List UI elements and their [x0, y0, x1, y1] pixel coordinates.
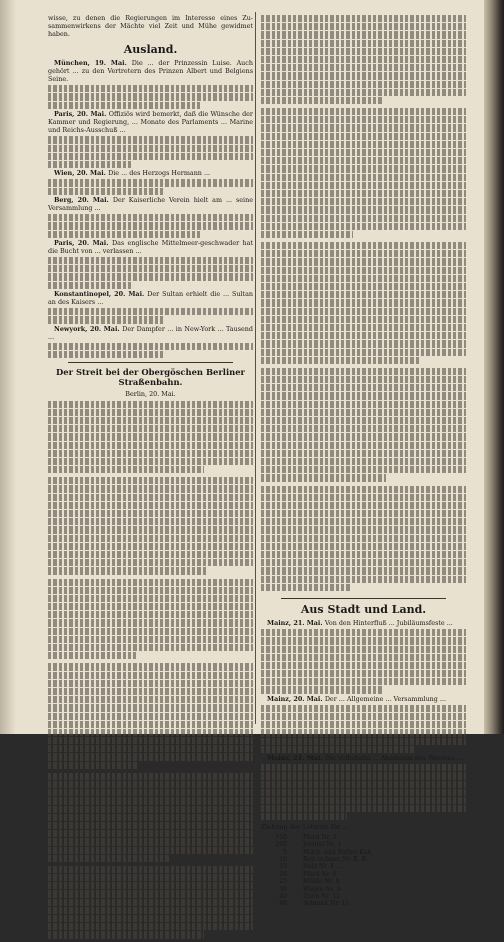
text-line	[261, 567, 466, 574]
lottery-amount: 15	[279, 863, 287, 871]
text-line	[48, 282, 132, 289]
text-line	[261, 141, 466, 148]
text-line	[48, 214, 253, 221]
text-line	[261, 324, 466, 331]
text-line	[48, 409, 253, 416]
text-line	[48, 153, 253, 160]
text-line	[261, 797, 466, 804]
text-line	[48, 502, 253, 509]
text-line	[48, 830, 253, 837]
text-line	[261, 376, 466, 383]
text-line	[48, 652, 136, 659]
text-line	[48, 704, 253, 711]
text-line	[48, 343, 253, 350]
text-line	[48, 663, 253, 670]
binding-gutter	[484, 0, 504, 734]
text-line	[261, 223, 466, 230]
text-line	[48, 890, 253, 897]
text-line	[48, 188, 165, 195]
lottery-amount: 60	[279, 900, 287, 908]
text-line	[48, 433, 253, 440]
entry-dateline: Berg, 20. Mai.	[54, 195, 113, 204]
text-line	[48, 721, 253, 728]
text-line	[48, 672, 253, 679]
text-line	[261, 401, 466, 408]
text-line	[48, 161, 132, 168]
entry-text: Offiziös wird bemerkt, daß die Wünsche der Kammer und Regierung, ... Monate des Parlaments ... Marine und Reichs-Ausschuß ...	[48, 109, 253, 135]
text-line	[261, 713, 466, 720]
text-line	[261, 721, 466, 728]
section-divider	[281, 598, 446, 599]
entry-dateline: Mainz, 21. Mai.	[267, 618, 325, 627]
lottery-prize: Pferd Nr. 5	[303, 833, 337, 841]
text-line	[48, 587, 253, 594]
text-line	[261, 805, 466, 812]
lottery-separator	[289, 900, 301, 907]
text-line	[48, 222, 253, 229]
text-line	[261, 291, 466, 298]
text-line	[261, 662, 466, 669]
text-line	[48, 510, 253, 517]
news-entry	[48, 239, 253, 255]
text-line	[48, 729, 253, 736]
lottery-row	[261, 900, 466, 907]
text-line	[261, 31, 466, 38]
text-line	[48, 628, 253, 635]
news-entry	[261, 695, 466, 703]
text-line	[48, 93, 253, 100]
text-line	[48, 644, 253, 651]
text-line	[261, 384, 466, 391]
text-line	[261, 198, 466, 205]
text-line	[48, 931, 204, 938]
lottery-row	[261, 886, 466, 893]
text-line	[48, 136, 253, 143]
text-line	[261, 772, 466, 779]
text-line	[261, 267, 466, 274]
left-column	[48, 14, 253, 722]
text-line	[261, 705, 466, 712]
text-line	[261, 48, 466, 55]
text-line	[261, 781, 466, 788]
lottery-amount: 25	[279, 878, 287, 886]
entry-dateline: Newyork, 20. Mai.	[54, 324, 123, 333]
text-line	[48, 257, 253, 264]
text-line	[48, 680, 253, 687]
text-line	[261, 654, 466, 661]
entry-text: Das englische Mittelmeer-geschwader hat die Bucht von ... verlassen ...	[48, 238, 253, 255]
text-line	[261, 442, 466, 449]
text-line	[48, 907, 253, 914]
text-line	[261, 576, 466, 583]
text-line	[48, 458, 253, 465]
text-line	[48, 466, 204, 473]
text-line	[48, 231, 200, 238]
text-line	[48, 688, 253, 695]
text-line	[261, 450, 466, 457]
section-title-stadt-land: Aus Stadt und Land.	[300, 602, 427, 616]
text-line	[48, 753, 253, 760]
news-entry	[48, 59, 253, 84]
lottery-row	[261, 841, 466, 848]
entry-text: Die ... der Prinzessin Luise. Auch gehört ... zu den Vertretern des Prinzen Albert und Belgiens Seine.	[48, 58, 253, 84]
text-line	[48, 847, 253, 854]
text-line	[48, 814, 253, 821]
text-line	[48, 745, 253, 752]
right-column	[261, 14, 466, 908]
lottery-prize: Reit Ochsen Nr. K. R.	[303, 855, 368, 863]
text-line	[261, 15, 466, 22]
text-line	[48, 265, 253, 272]
text-line	[48, 551, 253, 558]
text-line	[48, 518, 253, 525]
lottery-prize: Juchtel Nr. 1	[303, 841, 342, 849]
text-line	[48, 874, 253, 881]
text-line	[48, 797, 253, 804]
text-line	[261, 108, 466, 115]
text-line	[261, 417, 466, 424]
text-line	[261, 409, 466, 416]
text-line	[261, 206, 466, 213]
page-edge-shadow	[0, 0, 16, 734]
lottery-prize: Holz Nr. 4 ...	[303, 863, 342, 871]
text-line	[261, 368, 466, 375]
text-line	[261, 81, 466, 88]
text-line	[48, 696, 253, 703]
text-line	[48, 737, 253, 744]
entry-text: Der Sultan erhielt die ... Sultan an des Kaisers ...	[48, 289, 253, 307]
text-line	[261, 510, 466, 517]
text-line	[48, 401, 253, 408]
local-notes	[261, 619, 466, 821]
text-line	[48, 915, 253, 922]
text-line	[48, 636, 253, 643]
text-line	[261, 357, 421, 364]
text-line	[261, 242, 466, 249]
lottery-separator	[289, 849, 301, 856]
text-line	[261, 425, 466, 432]
text-line	[261, 316, 466, 323]
news-entry	[48, 169, 253, 177]
article-title: Der Streit bei der Obergöschen Berliner Straßenbahn.	[56, 367, 245, 388]
news-entry	[48, 290, 253, 306]
text-line	[261, 283, 466, 290]
text-line	[261, 502, 466, 509]
text-line	[48, 485, 253, 492]
text-line	[48, 789, 253, 796]
lottery-separator	[289, 893, 301, 900]
text-line	[48, 923, 253, 930]
text-line	[48, 351, 165, 358]
text-line	[261, 231, 353, 238]
entry-dateline: Mainz, 21. Mai.	[267, 753, 325, 762]
lottery-row	[261, 863, 466, 870]
text-line	[48, 425, 253, 432]
text-line	[48, 882, 253, 889]
lottery-row	[261, 834, 466, 841]
text-line	[48, 595, 253, 602]
text-line	[261, 215, 466, 222]
text-line	[48, 773, 253, 780]
text-line	[261, 174, 466, 181]
lottery-separator	[289, 856, 301, 863]
ausland-entries	[48, 59, 253, 359]
text-line	[261, 392, 466, 399]
text-line	[48, 619, 253, 626]
text-line	[261, 670, 466, 677]
text-line	[261, 474, 386, 481]
article-dateline: Berlin, 20. Mai.	[125, 390, 176, 399]
text-line	[261, 559, 466, 566]
text-line	[261, 250, 466, 257]
entry-text: Der ... Allgemeine ... Versammlung ...	[324, 694, 447, 703]
lottery-prize: Tisch Nr. 12	[303, 892, 341, 900]
text-line	[48, 855, 171, 862]
text-line	[48, 822, 253, 829]
lottery-amount: 30	[279, 885, 287, 893]
text-line	[261, 149, 466, 156]
column-divider	[255, 12, 256, 724]
text-line	[261, 23, 466, 30]
text-line	[48, 866, 253, 873]
text-line	[261, 526, 466, 533]
text-line	[261, 124, 466, 131]
text-line	[261, 275, 466, 282]
text-line	[261, 486, 466, 493]
lottery-prize: Mühle Nr. 8	[303, 878, 340, 886]
lottery-separator	[289, 863, 301, 870]
text-line	[48, 526, 253, 533]
text-line	[261, 299, 466, 306]
text-line	[48, 713, 253, 720]
text-line	[261, 584, 351, 591]
text-line	[261, 182, 466, 189]
lottery-separator	[289, 834, 301, 841]
text-line	[261, 97, 384, 104]
news-entry	[48, 196, 253, 212]
lottery-amount: 5	[283, 848, 287, 856]
text-line	[261, 340, 466, 347]
text-line	[261, 518, 466, 525]
text-line	[261, 133, 466, 140]
text-line	[261, 190, 466, 197]
intro-fragment: wisse, zu denen die Regierungen im Interesse eines Zu-sammenwirkens der Mächte viel Zeit und Mühe gewidmet haben.	[48, 14, 253, 39]
entry-dateline: Wien, 20. Mai.	[54, 169, 109, 178]
text-line	[261, 349, 466, 356]
text-line	[261, 729, 466, 736]
lottery-prize: Milch- und Butter-Kuh	[303, 848, 372, 856]
text-line	[261, 40, 466, 47]
lottery-prize: Pferd Nr. 6	[303, 870, 337, 878]
text-line	[261, 157, 466, 164]
lottery-separator	[289, 841, 301, 848]
text-line	[261, 789, 466, 796]
text-line	[261, 746, 415, 753]
text-line	[261, 764, 466, 771]
entry-text: Von den Hinterfluß ... Jubiläumsfeste ...	[324, 618, 453, 627]
lottery-amount: 200	[275, 841, 287, 849]
lottery-amount: 40	[279, 892, 287, 900]
text-line	[48, 494, 253, 501]
entry-dateline: Konstantinopel, 20. Mai.	[54, 289, 148, 298]
lottery-row	[261, 893, 466, 900]
lottery-row	[261, 878, 466, 885]
text-line	[48, 806, 253, 813]
text-line	[261, 466, 466, 473]
entry-text: Der Dampfer ... in New-York ... Tausend ...	[48, 324, 253, 341]
text-line	[261, 332, 466, 339]
news-entry	[261, 754, 466, 762]
text-line	[261, 629, 466, 636]
text-line	[261, 56, 466, 63]
text-line	[48, 417, 253, 424]
text-line	[261, 458, 466, 465]
text-line	[48, 477, 253, 484]
text-line	[261, 258, 466, 265]
news-entry	[48, 325, 253, 341]
text-line	[261, 308, 466, 315]
entry-dateline: Paris, 20. Mai.	[54, 109, 109, 118]
news-entry	[48, 110, 253, 135]
text-line	[261, 89, 466, 96]
text-line	[48, 102, 200, 109]
entry-dateline: Paris, 20. Mai.	[54, 238, 112, 247]
text-line	[261, 738, 466, 745]
lottery-row	[261, 849, 466, 856]
article-body	[48, 401, 253, 942]
text-line	[48, 838, 253, 845]
text-line	[48, 535, 253, 542]
text-line	[261, 433, 466, 440]
text-line	[48, 273, 253, 280]
entry-text: Die ... des Herzogs Hermann ...	[108, 169, 211, 178]
lottery-amount: 10	[279, 855, 287, 863]
text-line	[48, 179, 253, 186]
lottery-prize: Schrank Nr. 15	[303, 900, 350, 908]
lottery-table	[261, 834, 466, 908]
lottery-separator	[289, 871, 301, 878]
text-line	[48, 543, 253, 550]
text-line	[261, 678, 466, 685]
text-line	[261, 686, 382, 693]
text-line	[261, 535, 466, 542]
text-line	[261, 64, 466, 71]
text-line	[48, 781, 253, 788]
text-line	[48, 603, 253, 610]
text-line	[261, 551, 466, 558]
text-line	[261, 813, 347, 820]
text-line	[261, 494, 466, 501]
text-line	[48, 450, 253, 457]
text-line	[48, 899, 253, 906]
text-line	[261, 637, 466, 644]
text-line	[261, 72, 466, 79]
text-line	[48, 567, 206, 574]
article-continuation	[261, 15, 466, 594]
text-line	[261, 543, 466, 550]
news-entry	[261, 619, 466, 627]
text-line	[48, 308, 253, 315]
entry-dateline: Mainz, 20. Mai.	[267, 694, 325, 703]
entry-dateline: München, 19. Mai.	[54, 58, 132, 67]
lottery-separator	[289, 878, 301, 885]
text-line	[48, 85, 253, 92]
lottery-caption: Ziehung der Lotterie für ...	[261, 823, 349, 832]
text-line	[48, 442, 253, 449]
entry-text: Die Volkshalle ... Akademie des Westens ...	[324, 753, 464, 762]
text-line	[48, 316, 165, 323]
text-line	[48, 762, 138, 769]
text-line	[261, 116, 466, 123]
lottery-separator	[289, 886, 301, 893]
section-divider	[68, 362, 233, 363]
lottery-row	[261, 871, 466, 878]
section-title-ausland: Ausland.	[123, 42, 178, 56]
lottery-row	[261, 856, 466, 863]
text-line	[48, 145, 253, 152]
text-line	[261, 165, 466, 172]
text-line	[48, 611, 253, 618]
text-line	[48, 579, 253, 586]
entry-text: Der Kaiserliche Verein hielt am ... seine Versammlung ...	[48, 195, 253, 212]
lottery-amount: 150	[275, 833, 287, 841]
text-line	[261, 646, 466, 653]
lottery-prize: Wagen Nr. 9	[303, 885, 341, 893]
text-line	[48, 559, 253, 566]
lottery-amount: 20	[279, 870, 287, 878]
